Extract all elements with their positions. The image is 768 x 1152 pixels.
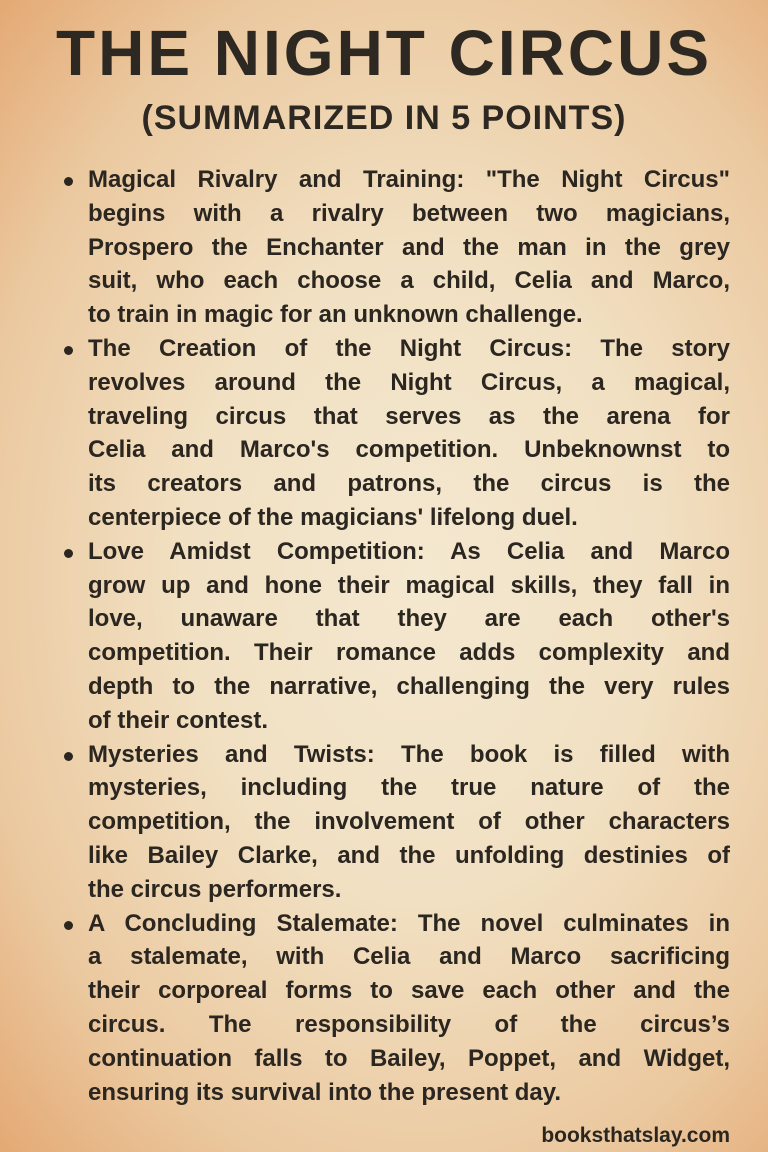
bullet-icon [64,346,73,355]
bullet-icon [64,921,73,930]
point-text-line: centerpiece of the magicians' lifelong duel. [88,503,578,531]
summary-point [88,907,730,1110]
point-text-line: begins with a rivalry between two magicians, [88,199,730,227]
point-text-line: Celia and Marco's competition. Unbeknownst to [88,436,730,464]
point-text-line: traveling circus that serves as the arena for [88,402,730,430]
point-text-line: to train in magic for an unknown challenge. [88,301,583,329]
point-text-line: of their contest. [88,706,269,734]
point-text-line: Love Amidst Competition: As Celia and Marco [88,537,730,565]
point-text-line: competition, the involvement of other characters [88,808,730,836]
summary-point [88,738,730,907]
point-text-line: circus. The responsibility of the circus’s [88,1010,730,1038]
page-title: THE NIGHT CIRCUS [56,17,712,89]
point-text-line: Magical Rivalry and Training: "The Night Circus" [88,166,730,193]
point-text-line: suit, who each choose a child, Celia and Marco, [88,267,730,295]
point-text-line: Prospero the Enchanter and the man in the grey [88,233,730,261]
point-text-line: mysteries, including the true nature of the [88,774,730,802]
point-text-line: ensuring its survival into the present day. [88,1078,562,1106]
point-text-line: a stalemate, with Celia and Marco sacrificing [88,943,730,971]
point-text-line: love, unaware that they are each other's [88,605,730,633]
point-text-line: like Bailey Clarke, and the unfolding destinies of [88,841,730,869]
summary-points-list [88,163,730,1109]
point-text-line: grow up and hone their magical skills, they fall in [88,571,730,599]
bullet-icon [64,752,73,761]
point-text-line: their corporeal forms to save each other and the [88,977,730,1005]
summary-point [88,163,730,332]
point-text-line: A Concluding Stalemate: The novel culminates in [88,909,730,937]
website-credit: booksthatslay.com [541,1124,730,1147]
bullet-icon [64,177,73,186]
point-text-line: competition. Their romance adds complexity and [88,639,730,667]
point-text-line: continuation falls to Bailey, Poppet, and Widget, [88,1044,730,1072]
point-text-line: The Creation of the Night Circus: The story [88,334,730,362]
bullet-icon [64,549,73,558]
point-text-line: revolves around the Night Circus, a magical, [88,368,730,396]
point-text-line: its creators and patrons, the circus is the [88,470,730,498]
point-text-line: depth to the narrative, challenging the very rules [88,672,730,700]
point-text-line: the circus performers. [88,875,342,903]
summary-point [88,535,730,738]
page-subtitle: (SUMMARIZED IN 5 POINTS) [141,99,627,137]
summary-point [88,332,730,535]
point-text-line: Mysteries and Twists: The book is filled with [88,740,730,768]
